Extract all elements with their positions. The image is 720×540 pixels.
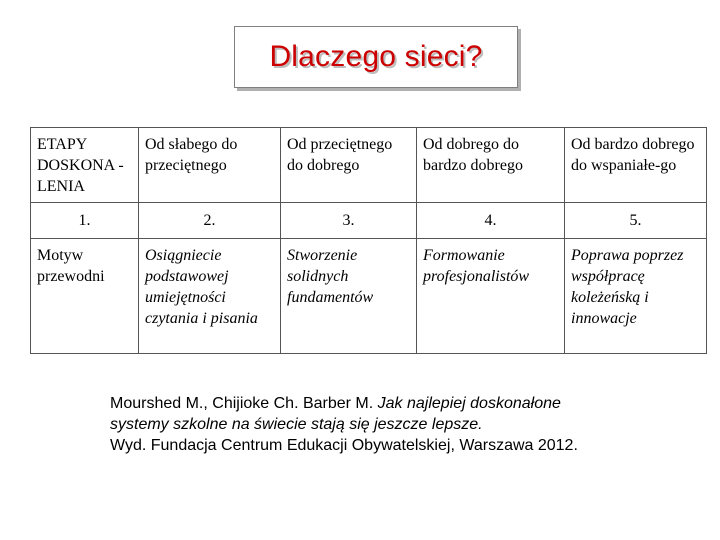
table-header-row: [31, 128, 707, 203]
header-cell-stage-4: Od bardzo dobrego do wspaniałe-go: [565, 128, 707, 203]
table-number-row: [31, 203, 707, 239]
number-cell-5: 5.: [565, 203, 707, 239]
reference-publisher: Wyd. Fundacja Centrum Edukacji Obywatelskiej, Warszawa 2012.: [110, 437, 578, 454]
number-cell-4: 4.: [417, 203, 565, 239]
header-cell-stage-1: Od słabego do przeciętnego: [139, 128, 281, 203]
reference-book-title-2: systemy szkolne na świecie stają się jeszcze lepsze.: [110, 416, 483, 433]
header-cell-stage-2: Od przeciętnego do dobrego: [281, 128, 417, 203]
table-motto-row: [31, 239, 707, 354]
page-title: Dlaczego sieci?: [269, 40, 483, 73]
motto-cell-stage-4: Poprawa poprzez współpracę koleżeńską i innowacje: [565, 239, 707, 354]
motto-cell-stage-1: Osiągniecie podstawowej umiejętności czytania i pisania: [139, 239, 281, 354]
motto-cell-stage-2: Stworzenie solidnych fundamentów: [281, 239, 417, 354]
stages-table: [30, 127, 707, 354]
number-cell-2: 2.: [139, 203, 281, 239]
reference-citation: [110, 393, 710, 456]
number-cell-3: 3.: [281, 203, 417, 239]
reference-book-title-1: Jak najlepiej doskonałone: [377, 395, 561, 412]
reference-line-1: [110, 393, 710, 414]
title-box: [234, 26, 518, 88]
motto-label-cell: Motyw przewodni: [31, 239, 139, 354]
number-cell-1: 1.: [31, 203, 139, 239]
header-cell-stage-3: Od dobrego do bardzo dobrego: [417, 128, 565, 203]
reference-authors: Mourshed M., Chijioke Ch. Barber M.: [110, 395, 378, 412]
motto-cell-stage-3: Formowanie profesjonalistów: [417, 239, 565, 354]
header-cell-stages: ETAPY DOSKONA -LENIA: [31, 128, 139, 203]
